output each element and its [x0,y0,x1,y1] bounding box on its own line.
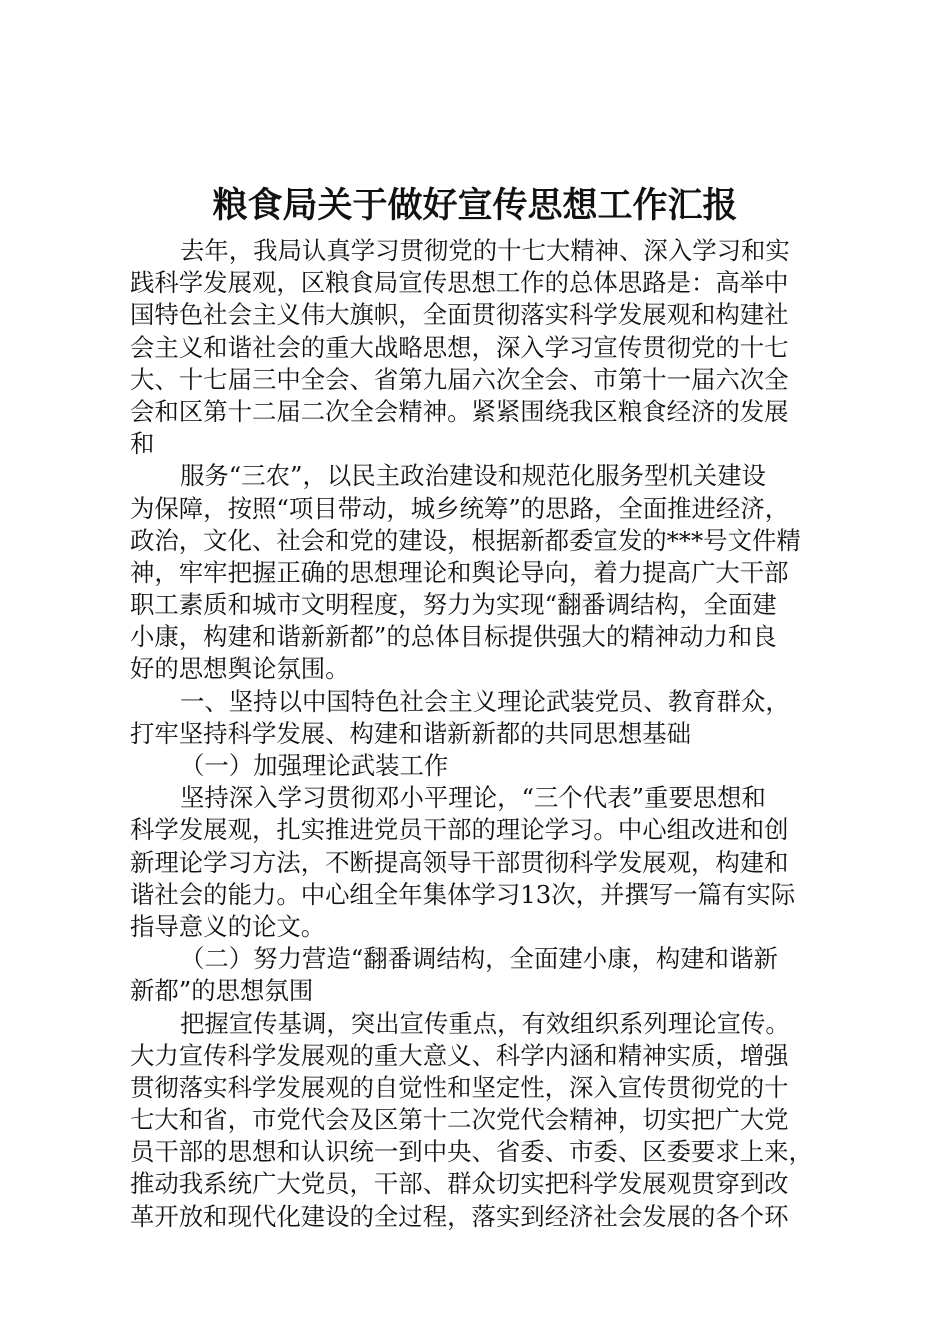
document-body [130,235,830,1233]
text-line: 把握宣传基调，突出宣传重点，有效组织系列理论宣传。 [180,1008,790,1038]
text-line: 服务“三农”，以民主政治建设和规范化服务型机关建设 [180,461,766,491]
text-line: 谐社会的能力。中心组全年集体学习13次，并撰写一篇有实际 [130,879,796,909]
text-line: （一）加强理论武装工作 [180,751,449,780]
text-line: 指导意义的论文。 [130,911,326,941]
text-line: 政治，文化、社会和党的建设，根据新都委宣发的***号文件精 [130,525,801,555]
text-line: 七大和省，市党代会及区第十二次党代会精神，切实把广大党 [130,1105,789,1135]
text-line: 打牢坚持科学发展、构建和谐新新都的共同思想基础 [130,718,691,748]
text-line: 和 [130,429,155,459]
text-line: 坚持深入学习贯彻邓小平理论，“三个代表”重要思想和 [180,783,766,813]
text-line: 一、坚持以中国特色社会主义理论武装党员、教育群众， [180,686,790,716]
text-line: 小康，构建和谐新新都”的总体目标提供强大的精神动力和良 [130,622,777,652]
text-line: 国特色社会主义伟大旗帜，全面贯彻落实科学发展观和构建社 [130,300,789,330]
text-line: 大力宣传科学发展观的重大意义、科学内涵和精神实质，增强 [130,1040,789,1070]
text-line: 职工素质和城市文明程度，努力为实现“翻番调结构，全面建 [130,590,777,620]
text-line: 神，牢牢把握正确的思想理论和舆论导向，着力提高广大干部 [130,557,789,587]
text-line: 会和区第十二届二次全会精神。紧紧围绕我区粮食经济的发展 [130,396,789,426]
document-title: 粮食局关于做好宣传思想工作汇报 [212,186,738,226]
text-line: 推动我系统广大党员，干部、群众切实把科学发展观贯穿到改 [130,1169,789,1199]
text-line: 贯彻落实科学发展观的自觉性和坚定性，深入宣传贯彻党的十 [130,1072,789,1102]
text-line: 革开放和现代化建设的全过程，落实到经济社会发展的各个环 [130,1201,789,1231]
text-line: 员干部的思想和认识统一到中央、省委、市委、区委要求上来， [130,1137,813,1167]
text-line: （二）努力营造“翻番调结构，全面建小康，构建和谐新 [180,944,778,974]
text-line: 新理论学习方法，不断提高领导干部贯彻科学发展观，构建和 [130,847,789,877]
text-line: 践科学发展观，区粮食局宣传思想工作的总体思路是：高举中 [130,268,789,298]
text-line: 科学发展观，扎实推进党员干部的理论学习。中心组改进和创 [130,815,789,845]
text-line: 去年，我局认真学习贯彻党的十七大精神、深入学习和实 [180,236,790,265]
text-line: 为保障，按照“项目带动，城乡统筹”的思路，全面推进经济， [130,493,790,523]
text-line: 新都”的思想氛围 [130,976,314,1006]
text-line: 好的思想舆论氛围。 [130,654,350,684]
text-line: 会主义和谐社会的重大战略思想，深入学习宣传贯彻党的十七 [130,332,789,362]
text-line: 大、十七届三中全会、省第九届六次全会、市第十一届六次全 [130,364,789,394]
